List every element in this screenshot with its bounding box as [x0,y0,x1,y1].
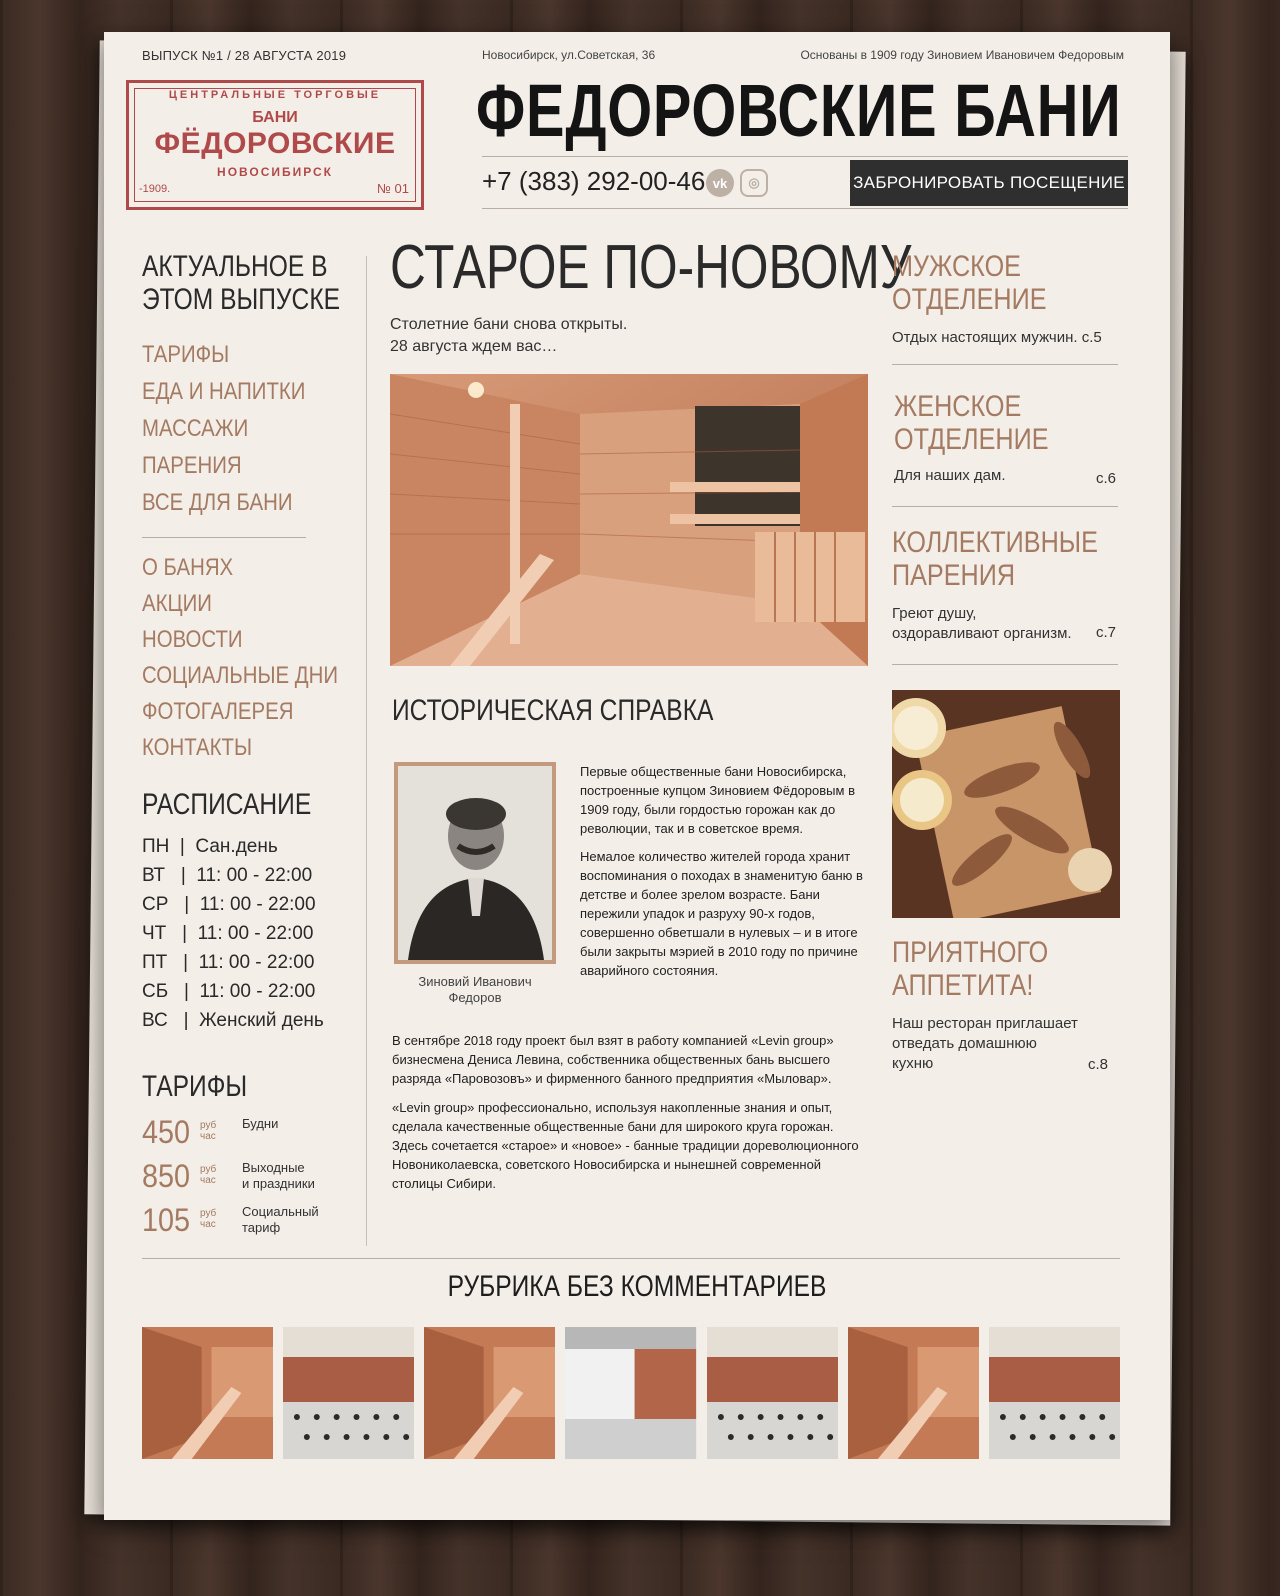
issue-contents-heading: АКТУАЛЬНОЕ В ЭТОМ ВЫПУСКЕ [142,250,341,316]
page-ref: с.5 [1081,329,1102,346]
men-section-text: Отдых настоящих мужчин. с.5 [892,329,1102,346]
gallery-thumb-sauna[interactable] [142,1327,273,1459]
sauna-photo [390,374,868,666]
tariff-unit: руб час [200,1208,217,1230]
founded-note: Основаны в 1909 году Зиновием Ивановичем Федоровым [800,48,1124,62]
women-section-text: Для наших дам. [894,467,1006,484]
tariff-label: Выходные и праздники [242,1160,315,1191]
menu-item-steaming[interactable]: ПАРЕНИЯ [142,452,242,479]
address: Новосибирск, ул.Советская, 36 [482,48,656,62]
page-title: ФЕДОРОВСКИЕ БАНИ [476,69,1122,152]
schedule-title: РАСПИСАНИЕ [142,788,312,821]
menu-item-promotions[interactable]: АКЦИИ [142,590,212,617]
book-visit-button[interactable]: ЗАБРОНИРОВАТЬ ПОСЕЩЕНИЕ [850,160,1128,206]
newspaper-page [104,32,1170,1520]
photo-strip [142,1327,1120,1459]
page-ref: с.6 [1096,470,1117,487]
men-section-title: МУЖСКОЕ [892,250,1021,283]
menu-item-massage[interactable]: МАССАЖИ [142,415,249,442]
schedule-row: ПТ | 11: 00 - 22:00 [142,952,315,973]
schedule-row: ВТ | 11: 00 - 22:00 [142,865,313,886]
menu-item-food[interactable]: ЕДА И НАПИТКИ [142,378,306,405]
column-divider [366,256,367,1246]
group-steaming-section[interactable]: КОЛЛЕКТИВНЫЕ ПАРЕНИЯ [892,526,1098,592]
gallery-thumb-sauna[interactable] [848,1327,979,1459]
tariff-label: Социальный тариф [242,1204,319,1235]
tariffs-list [142,1114,342,1246]
group-steaming-text: Греют душу, оздоравливают организм. [892,605,1072,642]
schedule-row: ПН | Сан.день [142,836,278,857]
right-divider [892,364,1118,365]
schedule-list [142,832,324,1035]
history-paragraph-3: В сентябре 2018 году проект был взят в работу компанией «Levin group» бизнесмена Дениса Левина, собственника общественных бань высшего разряда «Паровозовъ» и фирменного банного предприятия «Мыловар». [392,1033,834,1086]
menu-item-social-days[interactable]: СОЦИАЛЬНЫЕ ДНИ [142,662,339,689]
logo-line1: ЦЕНТРАЛЬНЫЕ ТОРГОВЫЕ [168,89,382,101]
logo-line4: НОВОСИБИРСК [217,165,333,179]
phone-number[interactable]: +7 (383) 292-00-46 [482,166,706,196]
women-section-title: ЖЕНСКОЕ [894,390,1022,423]
rubric-title: РУБРИКА БЕЗ КОММЕНТАРИЕВ [447,1270,827,1303]
gallery-thumb-hall[interactable] [707,1327,838,1459]
logo-line2: БАНИ [252,109,298,126]
contents-menu [142,336,334,521]
women-section[interactable]: ЖЕНСКОЕ ОТДЕЛЕНИЕ [894,390,1049,456]
group-steaming-title: КОЛЛЕКТИВНЫЕ [892,526,1098,559]
schedule-row: СБ | 11: 00 - 22:00 [142,981,316,1002]
schedule-row: ВС | Женский день [142,1010,324,1031]
article-subtitle: Столетние бани снова открыты. 28 августа ждем вас… [390,316,628,355]
tariff-unit: руб час [200,1120,217,1142]
header-divider-bottom [482,208,1128,209]
logo-stamp[interactable] [126,80,424,210]
history-paragraph-4: «Levin group» профессионально, используя накопленные знания и опыт, сделала качественные общественные бани для широкого круга горожан. Здесь сочетается «старое» и «новое» - банные традиции дореволюционного Новониколаевска, советского Новосибирска и нынешней современной столицы Сибири. [392,1100,859,1191]
restaurant-section[interactable]: ПРИЯТНОГО АППЕТИТА! [892,936,1049,1002]
tariff-row [142,1202,342,1246]
menu-divider [142,537,306,538]
restaurant-title: ПРИЯТНОГО [892,936,1049,969]
header-divider-top [482,156,1128,157]
tariff-row [142,1158,342,1202]
menu-item-tariffs[interactable]: ТАРИФЫ [142,341,230,368]
menu-item-contacts[interactable]: КОНТАКТЫ [142,734,253,761]
bottom-divider [142,1258,1120,1259]
issue-info: ВЫПУСК №1 / 28 АВГУСТА 2019 [142,48,347,63]
history-paragraph-2: Немалое количество жителей города хранит воспоминания о походах в знаменитую баню в детстве и более зрелом возрасте. Бани пережили упадок и разруху 90-х годов, совершенно обветшали в нулевых – и в итоге были закрыты мэрией в 2010 году по причине аварийного состояния. [580,849,863,978]
history-title: ИСТОРИЧЕСКАЯ СПРАВКА [392,694,714,727]
logo-number: № 01 [376,181,409,196]
tariff-price: 850 [142,1158,191,1194]
site-menu [142,550,373,766]
right-divider [892,506,1118,507]
tariff-row [142,1114,342,1158]
gallery-thumb-room[interactable] [565,1327,696,1459]
portrait-photo [394,762,556,964]
page-ref: с.8 [1088,1056,1109,1073]
history-paragraph-1: Первые общественные бани Новосибирска, построенные купцом Зиновием Фёдоровым в 1909 году, были гордостью горожан как до революции, так и в советское время. [580,764,855,836]
schedule-row: ЧТ | 11: 00 - 22:00 [142,923,314,944]
menu-item-gallery[interactable]: ФОТОГАЛЕРЕЯ [142,698,294,725]
article-title: СТАРОЕ ПО-НОВОМУ [390,233,912,302]
tariff-label: Будни [242,1116,279,1131]
logo-year: -1909. [139,183,171,195]
instagram-icon[interactable]: ◎ [740,169,768,197]
menu-item-about[interactable]: О БАНЯХ [142,554,234,581]
tariff-unit: руб час [200,1164,217,1186]
gallery-thumb-sauna[interactable] [424,1327,555,1459]
tariff-price: 450 [142,1114,191,1150]
restaurant-text: Наш ресторан приглашает отведать домашнюю кухню [892,1015,1078,1072]
vk-icon[interactable]: vk [706,169,734,197]
portrait-caption: Зиновий Иванович Федоров [418,974,532,1005]
menu-item-bath-goods[interactable]: ВСЕ ДЛЯ БАНИ [142,489,293,516]
logo-line3: ФЁДОРОВСКИЕ [154,127,396,160]
gallery-thumb-hall[interactable] [283,1327,414,1459]
gallery-thumb-hall[interactable] [989,1327,1120,1459]
tariff-price: 105 [142,1202,191,1238]
tariffs-title: ТАРИФЫ [142,1070,248,1103]
menu-item-news[interactable]: НОВОСТИ [142,626,243,653]
food-photo [892,690,1120,918]
schedule-row: СР | 11: 00 - 22:00 [142,894,316,915]
right-divider [892,664,1118,665]
men-section[interactable]: МУЖСКОЕ ОТДЕЛЕНИЕ [892,250,1047,316]
page-ref: с.7 [1096,624,1117,641]
